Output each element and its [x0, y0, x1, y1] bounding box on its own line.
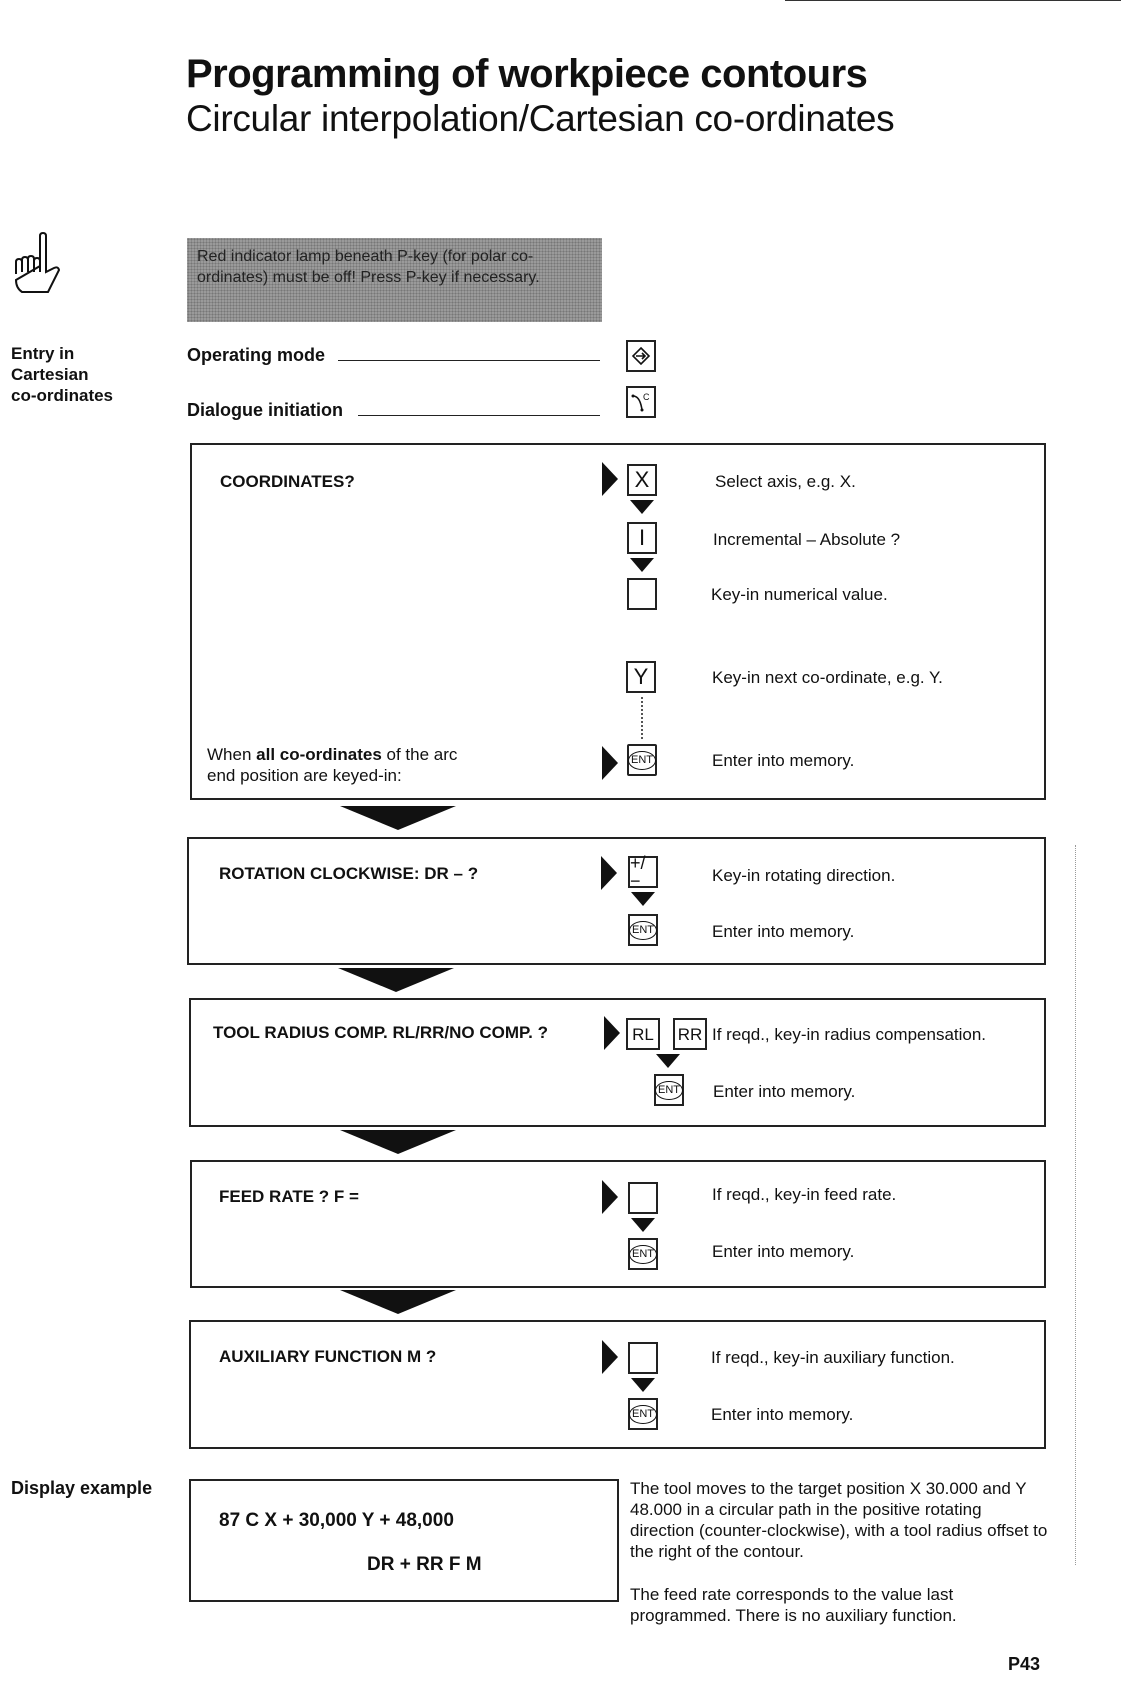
pointing-hand-icon [8, 232, 70, 304]
when-line-2: end position are keyed-in: [207, 766, 402, 785]
circle-c-icon [630, 390, 652, 414]
ent-key[interactable] [627, 744, 657, 776]
entry-label-line-1: Entry in [11, 344, 75, 363]
feed-rate-desc: If reqd., key-in feed rate. [712, 1185, 897, 1204]
when-bold: all co-ordinates [256, 745, 382, 764]
rl-key[interactable]: RL [626, 1018, 660, 1050]
pointer-arrow-icon [602, 1340, 618, 1374]
key-x[interactable]: X [627, 464, 657, 496]
down-arrow-icon [656, 1054, 680, 1068]
entry-label-line-2: Cartesian [11, 365, 89, 384]
display-line-2: DR + RR F M [367, 1554, 482, 1575]
numeric-key[interactable] [627, 578, 657, 610]
down-arrow-icon [631, 892, 655, 906]
rotating-direction-desc: Key-in rotating direction. [712, 866, 896, 885]
down-arrow-icon [630, 558, 654, 572]
margin-dotted-line [1075, 845, 1076, 1565]
numeric-key[interactable] [628, 1342, 658, 1374]
ent-key-label: ENT [655, 1081, 683, 1100]
select-axis-desc: Select axis, e.g. X. [715, 472, 856, 491]
coordinates-prompt: COORDINATES? [220, 472, 355, 491]
plus-minus-key[interactable]: +/− [628, 856, 658, 888]
dialogue-initiation-leader [358, 415, 600, 416]
next-coordinate-desc: Key-in next co-ordinate, e.g. Y. [712, 668, 943, 687]
numeric-key[interactable] [628, 1182, 658, 1214]
ent-key[interactable] [628, 1398, 658, 1430]
flow-arrow-icon [340, 1130, 456, 1154]
ent-key-label: ENT [629, 1405, 657, 1424]
pointer-arrow-icon [602, 462, 618, 496]
rr-key[interactable]: RR [673, 1018, 707, 1050]
key-in-value-desc: Key-in numerical value. [711, 585, 888, 604]
operating-mode-leader [338, 360, 600, 361]
flow-arrow-icon [340, 806, 456, 830]
ent-key[interactable] [628, 1238, 658, 1270]
pointer-arrow-icon [602, 1180, 618, 1214]
incremental-absolute-desc: Incremental – Absolute ? [713, 530, 901, 549]
feed-rate-prompt: FEED RATE ? F = [219, 1187, 359, 1206]
page-title: Programming of workpiece contours [186, 52, 868, 96]
enter-memory-desc: Enter into memory. [712, 751, 855, 770]
when-all-coordinates-text [207, 744, 457, 786]
ent-key-label: ENT [629, 921, 657, 940]
down-arrow-icon [630, 500, 654, 514]
enter-memory-desc: Enter into memory. [712, 1242, 855, 1261]
explanation-paragraph-1: The tool moves to the target position X 30.000 and Y 48.000 in a circular path in the positive rotating direction (counter-clockwise), with a tool radius offset to the right of the contour. [630, 1479, 1048, 1561]
top-rule [785, 0, 1121, 1]
auxiliary-desc: If reqd., key-in auxiliary function. [711, 1348, 955, 1367]
explanation-paragraph-2: The feed rate corresponds to the value last programmed. There is no auxiliary function. [630, 1585, 957, 1625]
page-subtitle: Circular interpolation/Cartesian co-ordinates [186, 98, 895, 139]
when-prefix: When [207, 745, 257, 764]
enter-memory-desc: Enter into memory. [712, 922, 855, 941]
notice-banner: Red indicator lamp beneath P-key (for polar co-ordinates) must be off! Press P-key if necessary. [187, 238, 602, 322]
pointer-arrow-icon [604, 1016, 620, 1050]
key-y[interactable]: Y [626, 661, 656, 693]
svg-text:C: C [643, 392, 650, 402]
flow-arrow-icon [340, 1290, 456, 1314]
operating-mode-key[interactable] [626, 340, 656, 372]
display-example-box [189, 1479, 619, 1602]
ent-key-label: ENT [628, 751, 656, 770]
program-mode-icon [631, 346, 651, 366]
entry-label [11, 343, 113, 406]
flow-arrow-icon [338, 968, 454, 992]
ent-key[interactable] [628, 914, 658, 946]
operating-mode-label: Operating mode [187, 345, 326, 365]
key-i[interactable]: I [627, 522, 657, 554]
tool-radius-prompt: TOOL RADIUS COMP. RL/RR/NO COMP. ? [213, 1023, 548, 1042]
page-number: P43 [1008, 1654, 1041, 1674]
down-arrow-icon [631, 1378, 655, 1392]
enter-memory-desc: Enter into memory. [711, 1405, 854, 1424]
dialogue-initiation-label: Dialogue initiation [187, 400, 343, 420]
auxiliary-prompt: AUXILIARY FUNCTION M ? [219, 1347, 437, 1366]
dotted-connector [641, 697, 643, 739]
feed-rate-box [190, 1160, 1046, 1288]
display-line-1: 87 C X + 30,000 Y + 48,000 [219, 1510, 454, 1531]
ent-key-label: ENT [629, 1245, 657, 1264]
down-arrow-icon [631, 1218, 655, 1232]
pointer-arrow-icon [602, 746, 618, 780]
pointer-arrow-icon [601, 856, 617, 890]
ent-key[interactable] [654, 1074, 684, 1106]
radius-comp-desc: If reqd., key-in radius compensation. [712, 1025, 987, 1044]
rotation-prompt: ROTATION CLOCKWISE: DR – ? [219, 864, 479, 883]
display-example-label: Display example [11, 1478, 153, 1498]
when-suffix: of the arc [381, 745, 458, 764]
circle-key[interactable] [626, 386, 656, 418]
entry-label-line-3: co-ordinates [11, 386, 114, 405]
enter-memory-desc: Enter into memory. [713, 1082, 856, 1101]
